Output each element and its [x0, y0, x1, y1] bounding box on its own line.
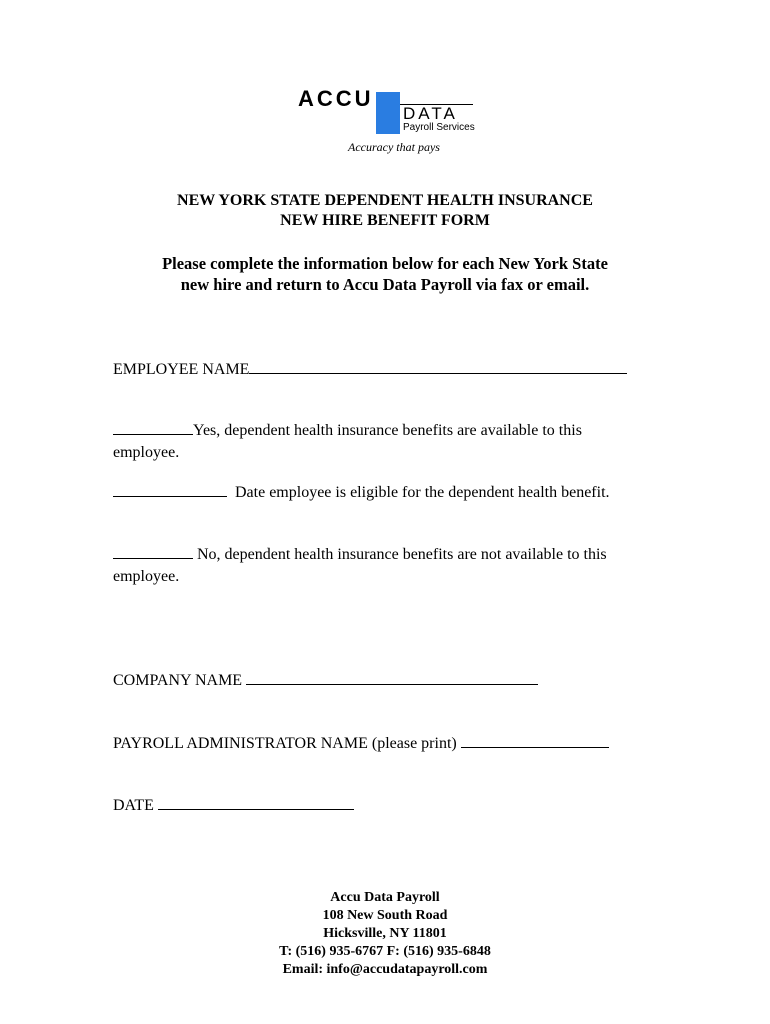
date-eligible-text: Date employee is eligible for the dependent health benefit. — [235, 484, 610, 501]
footer-email: Email: info@accudatapayroll.com — [282, 962, 488, 977]
no-checkbox-blank[interactable] — [113, 544, 193, 559]
employee-name-row — [113, 359, 627, 381]
logo-tagline: Accuracy that pays — [348, 140, 440, 154]
company-name-row — [113, 670, 538, 692]
instructions-line2: new hire and return to Accu Data Payroll via fax or email. — [180, 275, 590, 294]
footer-phone: T: (516) 935-6767 F: (516) 935-6848 — [279, 944, 491, 959]
payroll-admin-field[interactable] — [461, 733, 609, 748]
form-title-line2: NEW HIRE BENEFIT FORM — [280, 212, 490, 229]
date-field[interactable] — [158, 795, 354, 810]
yes-option-text: Yes, dependent health insurance benefits are available to this — [193, 422, 582, 439]
footer-street: 108 New South Road — [322, 908, 448, 923]
yes-option-row — [113, 420, 673, 464]
logo-services-text: Payroll Services — [403, 122, 475, 133]
logo-blue-bar — [376, 92, 400, 134]
instructions-line1: Please complete the information below for each New York State — [162, 254, 608, 273]
yes-option-text-cont: employee. — [113, 444, 180, 461]
company-name-field[interactable] — [246, 670, 538, 685]
payroll-admin-row — [113, 733, 609, 755]
footer-company: Accu Data Payroll — [330, 890, 440, 905]
footer-city: Hicksville, NY 11801 — [323, 926, 447, 941]
no-option-row — [113, 544, 693, 588]
date-row — [113, 795, 354, 817]
form-instructions — [0, 253, 770, 295]
logo-accu-text: ACCU — [298, 86, 374, 111]
footer-address — [0, 889, 770, 979]
date-eligible-row — [113, 482, 610, 504]
date-eligible-blank[interactable] — [113, 482, 227, 497]
logo-data-text: DATA — [403, 104, 458, 123]
no-option-text: No, dependent health insurance benefits are not available to this — [197, 546, 607, 563]
no-option-text-cont: employee. — [113, 568, 180, 585]
yes-checkbox-blank[interactable] — [113, 420, 193, 435]
date-label: DATE — [113, 797, 154, 814]
company-name-label: COMPANY NAME — [113, 672, 243, 689]
payroll-admin-label: PAYROLL ADMINISTRATOR NAME (please print) — [113, 735, 457, 752]
form-title-line1: NEW YORK STATE DEPENDENT HEALTH INSURANCE — [177, 192, 593, 209]
employee-name-label: EMPLOYEE NAME — [113, 361, 250, 378]
employee-name-field[interactable] — [249, 359, 627, 374]
form-title — [0, 191, 770, 231]
